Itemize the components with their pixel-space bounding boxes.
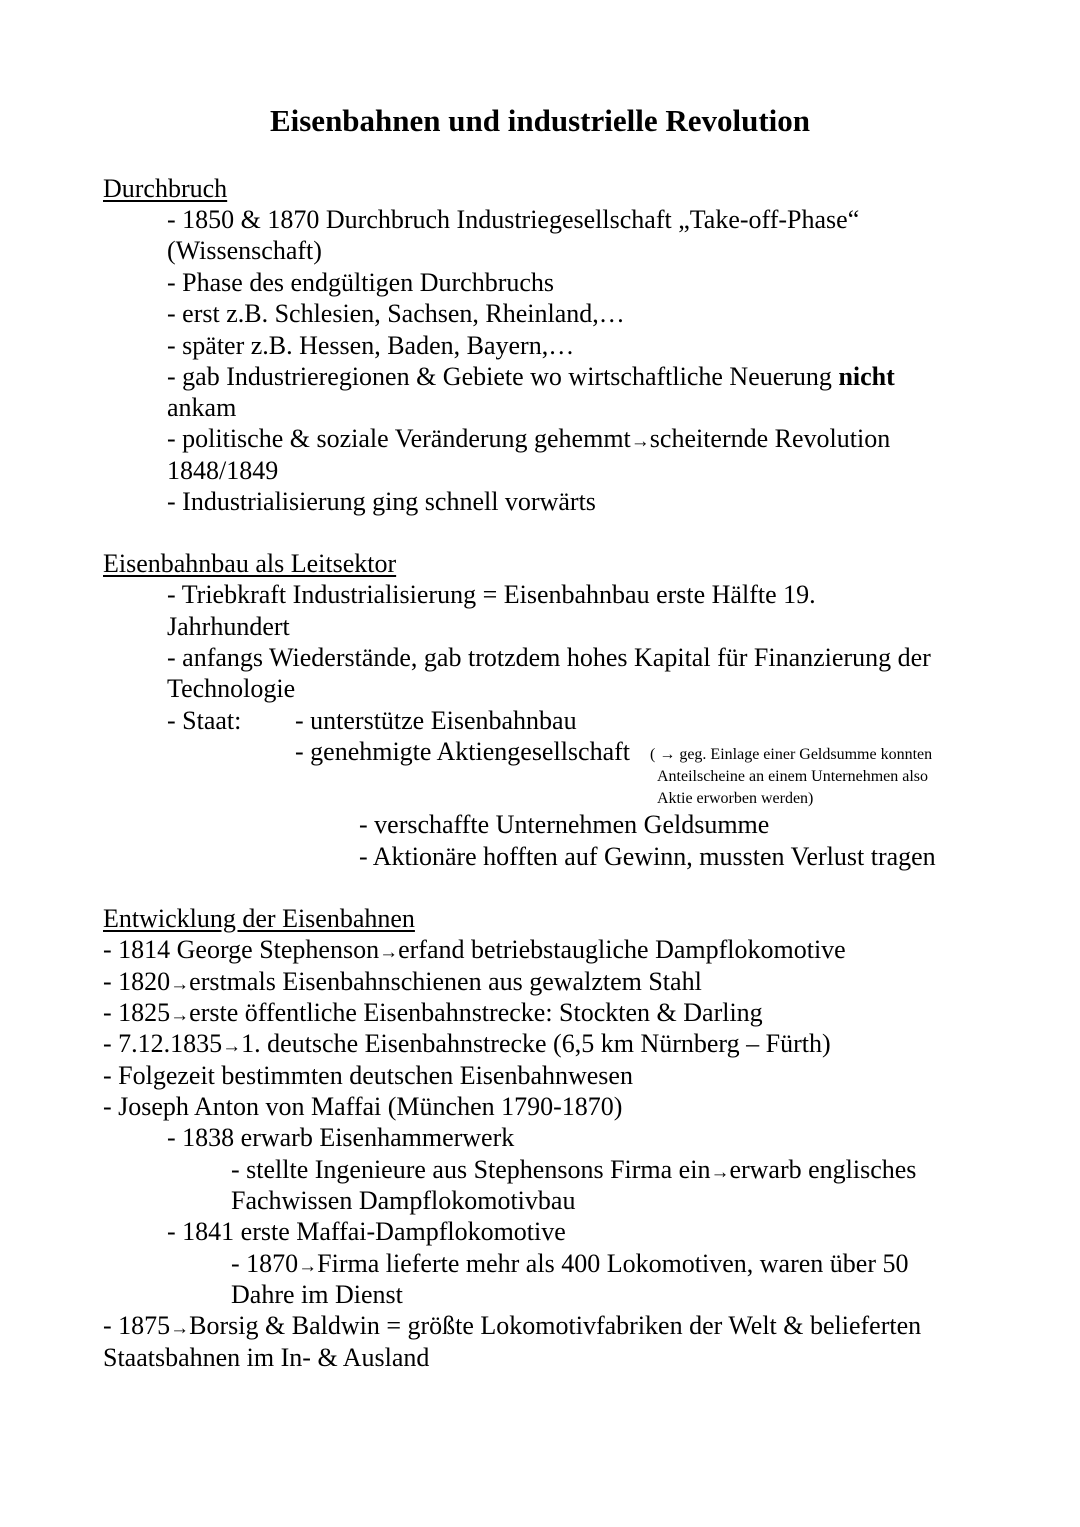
text-segment: - 1820 — [103, 967, 171, 996]
arrow-icon: → — [630, 431, 650, 452]
text-segment: erstmals Eisenbahnschienen aus gewalztem Stahl — [189, 967, 702, 996]
text-segment: erwarb englisches — [729, 1155, 917, 1184]
text-line: Jahrhundert — [167, 612, 290, 641]
text-line — [103, 966, 702, 1000]
text-segment: - stellte Ingenieure aus Stephensons Firma ein — [231, 1155, 711, 1184]
text-segment: Borsig & Baldwin = größte Lokomotivfabriken der Welt & belieferten — [189, 1311, 922, 1340]
arrow-icon: → — [170, 1005, 190, 1026]
arrow-icon: → — [170, 974, 190, 995]
section-heading-entwicklung: Entwicklung der Eisenbahnen — [103, 904, 415, 933]
text-segment: erfand betriebstaugliche Dampflokomotive — [398, 935, 846, 964]
text-line: - verschaffte Unternehmen Geldsumme — [359, 810, 770, 839]
footnote-line: Aktie erworben werden) — [657, 790, 814, 807]
arrow-icon: → — [222, 1036, 242, 1057]
arrow-icon: → — [170, 1318, 190, 1339]
footnote-line: ( → geg. Einlage einer Geldsumme konnten — [650, 746, 933, 763]
text-segment: - 1875 — [103, 1311, 171, 1340]
text-line: (Wissenschaft) — [167, 236, 322, 265]
text-line — [103, 934, 846, 968]
text-line: 1848/1849 — [167, 456, 279, 485]
text-segment: - politische & soziale Veränderung gehemmt — [167, 424, 631, 453]
text-segment: - 1825 — [103, 998, 171, 1027]
text-segment: scheiternde Revolution — [649, 424, 891, 453]
text-line: - Joseph Anton von Maffai (München 1790-1870) — [103, 1092, 623, 1121]
text-line: Staatsbahnen im In- & Ausland — [103, 1343, 430, 1372]
text-line: - Industrialisierung ging schnell vorwärts — [167, 487, 596, 516]
text-segment: 1. deutsche Eisenbahnstrecke (6,5 km Nürnberg – Fürth) — [241, 1029, 831, 1058]
text-segment: - 1814 George Stephenson — [103, 935, 380, 964]
text-line: - genehmigte Aktiengesellschaft — [295, 737, 631, 766]
text-line: - 1850 & 1870 Durchbruch Industriegesellschaft „Take-off-Phase“ — [167, 205, 860, 234]
text-line: - Folgezeit bestimmten deutschen Eisenbahnwesen — [103, 1061, 633, 1090]
text-line: - Phase des endgültigen Durchbruchs — [167, 268, 555, 297]
text-line: Fachwissen Dampflokomotivbau — [231, 1186, 576, 1215]
section-heading-durchbruch: Durchbruch — [103, 174, 228, 203]
text-segment: erste öffentliche Eisenbahnstrecke: Stockten & Darling — [189, 998, 763, 1027]
text-line — [167, 361, 895, 392]
text-line — [231, 1248, 909, 1282]
bold-word: nicht — [838, 362, 895, 391]
text-segment: - 1870 — [231, 1249, 299, 1278]
arrow-icon: → — [710, 1162, 730, 1183]
page-title: Eisenbahnen und industrielle Revolution — [269, 103, 811, 138]
footnote-line: Anteilscheine an einem Unternehmen also — [657, 768, 929, 785]
text-line: Technologie — [167, 674, 296, 703]
text-line: ankam — [167, 393, 237, 422]
text-line: - 1838 erwarb Eisenhammerwerk — [167, 1123, 515, 1152]
section-heading-leitsektor: Eisenbahnbau als Leitsektor — [103, 549, 397, 578]
text-line — [103, 1028, 831, 1062]
text-line: - Aktionäre hofften auf Gewinn, mussten Verlust tragen — [359, 842, 936, 871]
arrow-icon: → — [379, 942, 399, 963]
text-line: - 1841 erste Maffai-Dampflokomotive — [167, 1217, 566, 1246]
text-line — [231, 1154, 916, 1188]
text-line — [103, 997, 763, 1031]
text-line: - Staat: — [167, 706, 242, 735]
text-segment: - 7.12.1835 — [103, 1029, 223, 1058]
arrow-icon: → — [298, 1256, 318, 1277]
text-line: - unterstütze Eisenbahnbau — [295, 706, 577, 735]
text-segment: Firma lieferte mehr als 400 Lokomotiven, waren über 50 — [317, 1249, 909, 1278]
text-line — [103, 1310, 921, 1344]
text-line: - anfangs Wiederstände, gab trotzdem hohes Kapital für Finanzierung der — [167, 643, 931, 672]
text-segment: - gab Industrieregionen & Gebiete wo wirtschaftliche Neuerung — [167, 362, 839, 391]
text-line: Dahre im Dienst — [231, 1280, 403, 1309]
text-line: - erst z.B. Schlesien, Sachsen, Rheinland,… — [167, 299, 625, 328]
text-line: - später z.B. Hessen, Baden, Bayern,… — [167, 331, 575, 360]
text-line — [167, 423, 890, 457]
text-line: - Triebkraft Industrialisierung = Eisenbahnbau erste Hälfte 19. — [167, 580, 816, 609]
